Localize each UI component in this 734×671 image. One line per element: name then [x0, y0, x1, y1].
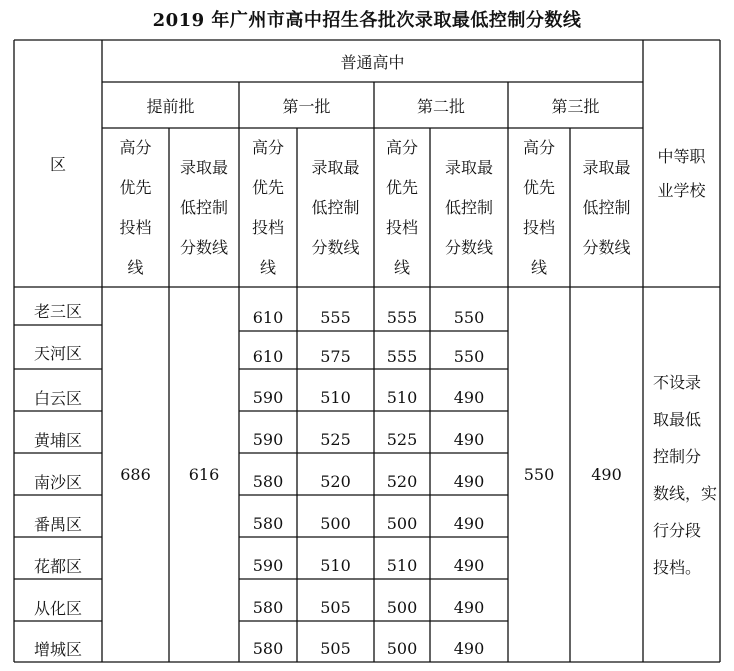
header-vocational-school: 中等职 业学校 — [657, 147, 706, 200]
table-row-district: 从化区 — [33, 598, 82, 618]
header-high-score-line: 高分 优先 投档 线 — [522, 137, 555, 277]
header-high-score-line: 高分 优先 投档 线 — [385, 137, 418, 277]
header-batch-second: 第二批 — [416, 96, 465, 116]
first-batch-high: 580 — [252, 471, 284, 491]
second-batch-min: 490 — [453, 513, 485, 533]
table-row-district: 天河区 — [33, 343, 82, 363]
first-batch-high: 590 — [252, 555, 284, 575]
third-batch-high-score: 550 — [523, 465, 555, 484]
second-batch-high: 510 — [386, 387, 418, 407]
second-batch-high: 525 — [386, 429, 418, 449]
second-batch-high: 510 — [386, 555, 418, 575]
second-batch-high: 500 — [386, 513, 418, 533]
table-row-district: 南沙区 — [33, 472, 82, 492]
first-batch-high: 610 — [252, 346, 284, 366]
first-batch-min: 510 — [320, 387, 351, 407]
header-high-score-line: 高分 优先 投档 线 — [251, 137, 284, 277]
first-batch-min: 520 — [320, 471, 351, 491]
second-batch-min: 490 — [453, 639, 485, 658]
first-batch-min: 510 — [320, 555, 351, 575]
first-batch-high: 580 — [252, 513, 284, 533]
second-batch-min: 490 — [453, 429, 485, 449]
header-min-control-line: 录取最 低控制 分数线 — [444, 157, 493, 257]
second-batch-high: 520 — [386, 471, 418, 491]
header-batch-third: 第三批 — [551, 96, 600, 116]
table-row-district: 老三区 — [33, 301, 82, 321]
header-min-control-line: 录取最 低控制 分数线 — [179, 157, 228, 257]
first-batch-min: 525 — [320, 429, 351, 449]
second-batch-min: 490 — [453, 555, 485, 575]
header-min-control-line: 录取最 低控制 分数线 — [582, 157, 631, 257]
first-batch-min: 505 — [320, 597, 351, 617]
first-batch-min: 500 — [320, 513, 351, 533]
table-row-district: 白云区 — [33, 388, 82, 408]
early-batch-min-score: 616 — [188, 465, 220, 484]
second-batch-min: 550 — [453, 307, 485, 327]
early-batch-high-score: 686 — [120, 465, 151, 484]
header-district: 区 — [49, 155, 66, 174]
first-batch-min: 555 — [320, 307, 351, 327]
header-high-score-line: 高分 优先 投档 线 — [119, 137, 152, 277]
header-batch-early: 提前批 — [146, 96, 195, 116]
first-batch-high: 590 — [252, 429, 284, 449]
table-row-district: 增城区 — [33, 640, 82, 659]
second-batch-min: 490 — [453, 597, 485, 617]
first-batch-min: 505 — [320, 639, 351, 658]
first-batch-high: 580 — [252, 597, 284, 617]
header-min-control-line: 录取最 低控制 分数线 — [311, 157, 360, 257]
header-general-high-school: 普通高中 — [340, 52, 405, 72]
first-batch-min: 575 — [320, 346, 351, 366]
table-row-district: 番禺区 — [33, 514, 82, 534]
first-batch-high: 590 — [252, 387, 284, 407]
second-batch-high: 500 — [386, 597, 418, 617]
second-batch-min: 490 — [453, 387, 485, 407]
first-batch-high: 610 — [252, 307, 284, 327]
table-row-district: 黄埔区 — [33, 430, 82, 450]
header-batch-first: 第一批 — [282, 96, 331, 116]
table-title: 2019 年广州市高中招生各批次录取最低控制分数线 — [152, 10, 582, 31]
second-batch-high: 555 — [386, 307, 418, 327]
second-batch-min: 490 — [453, 471, 485, 491]
table-row-district: 花都区 — [33, 556, 82, 576]
first-batch-high: 580 — [252, 639, 284, 658]
second-batch-high: 500 — [386, 639, 418, 658]
third-batch-min-score: 490 — [591, 465, 622, 484]
second-batch-high: 555 — [386, 346, 418, 366]
vocational-note: 不设录 取最低 控制分 数线，实 行分段 投档。 — [653, 372, 718, 577]
second-batch-min: 550 — [453, 346, 485, 366]
